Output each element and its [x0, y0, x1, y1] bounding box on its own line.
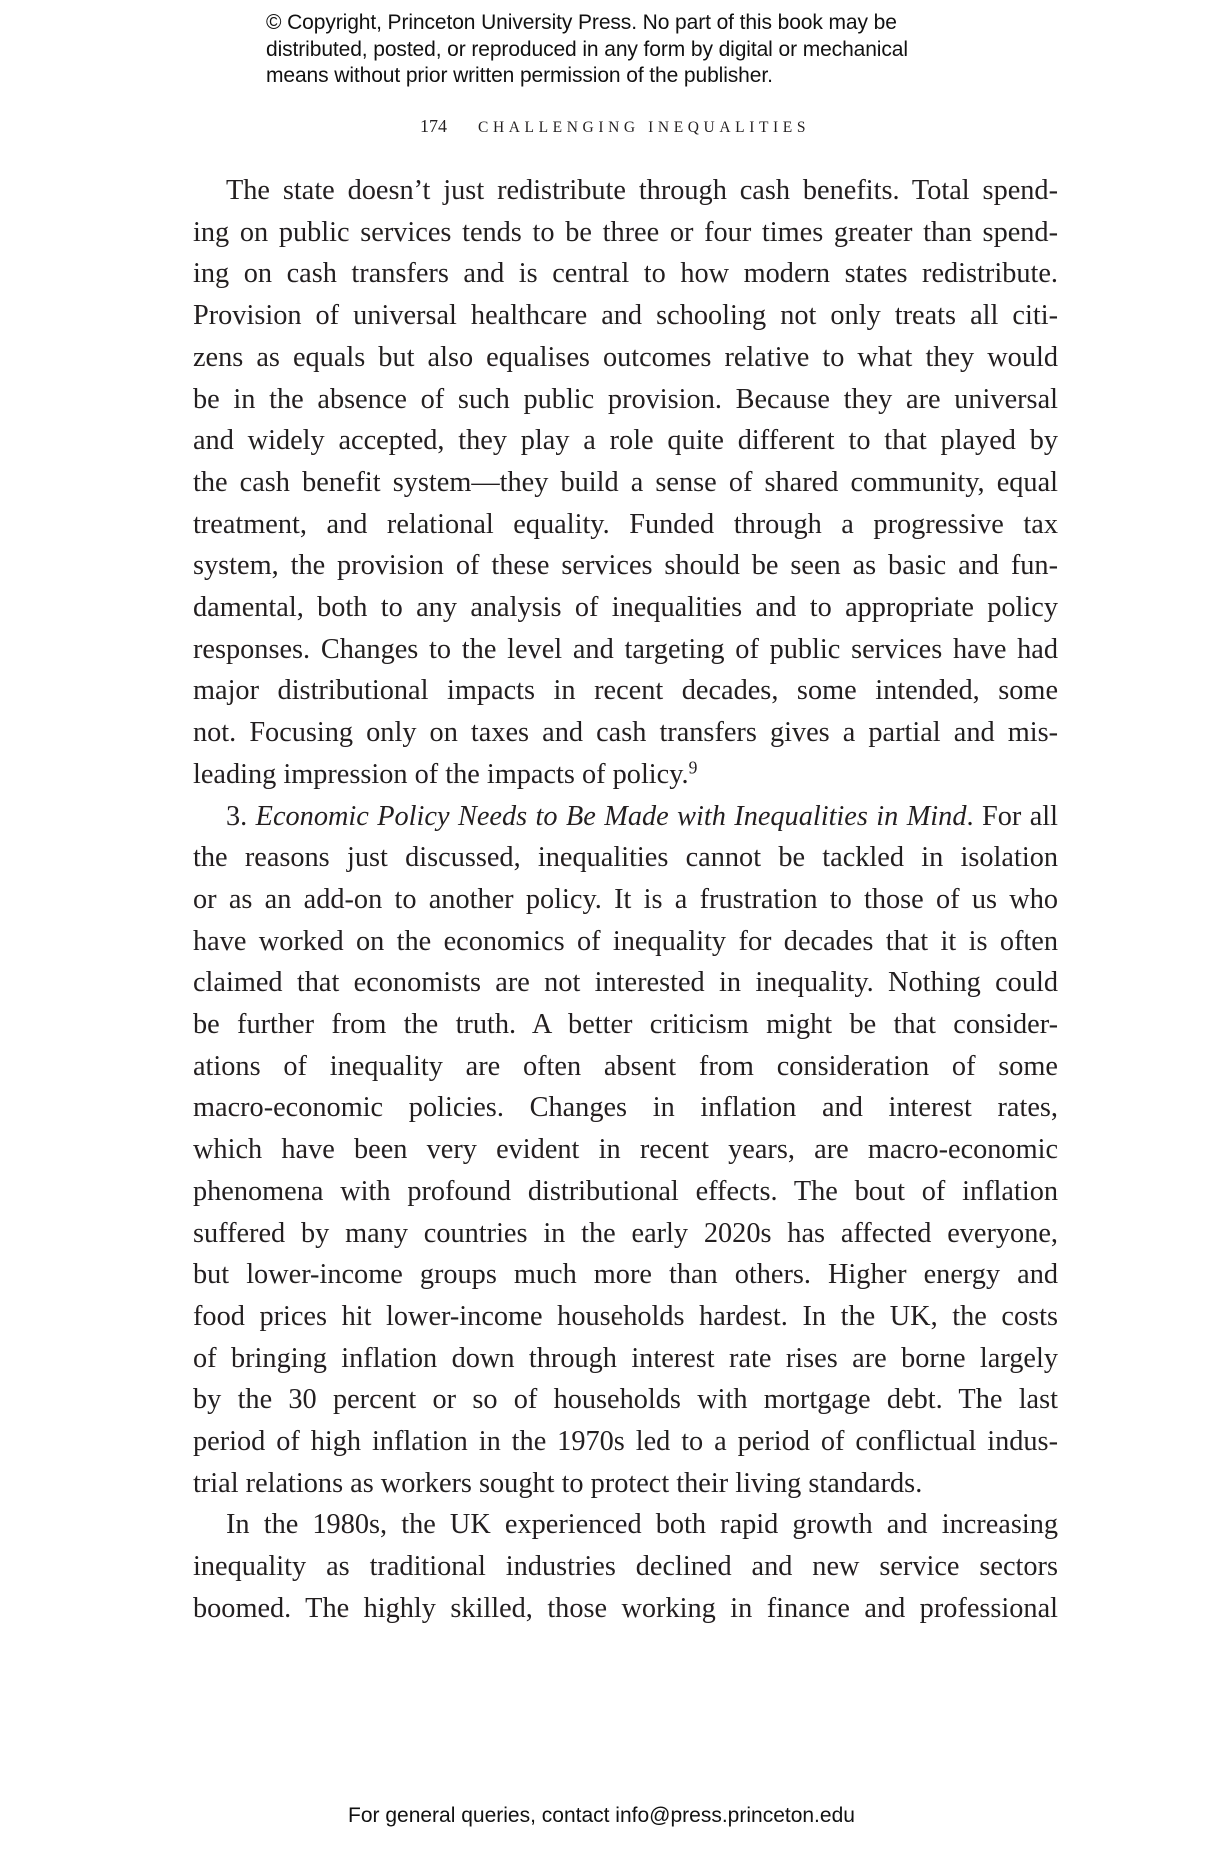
book-title: CHALLENGING INEQUALITIES — [478, 119, 811, 136]
text-line: the cash benefit system—they build a sense of shared community, equal — [193, 466, 1058, 498]
text-line: ations of inequality are often absent from consideration of some — [193, 1050, 1058, 1082]
text-line: by the 30 percent or so of households with mortgage debt. The last — [193, 1384, 1058, 1416]
text-line: trial relations as workers sought to protect their living standards. — [193, 1467, 923, 1499]
text-line: or as an add-on to another policy. It is a frustration to those of us who — [193, 883, 1058, 915]
text-line: damental, both to any analysis of inequalities and to appropriate policy — [193, 592, 1058, 623]
text-line: responses. Changes to the level and targeting of public services have had — [193, 633, 1058, 665]
text-line: ing on cash transfers and is central to how modern states redistribute. — [193, 258, 1058, 290]
text-line: zens as equals but also equalises outcomes relative to what they would — [193, 341, 1058, 373]
text-line: and widely accepted, they play a role quite different to that played by — [193, 425, 1058, 457]
section-heading-line — [226, 796, 1058, 838]
text-line: but lower-income groups much more than others. Higher energy and — [193, 1259, 1058, 1291]
section-heading-trailing: . For all — [966, 800, 1058, 832]
text-line: phenomena with profound distributional effects. The bout of inflation — [193, 1175, 1058, 1207]
text-line: claimed that economists are not interested in inequality. Nothing could — [193, 967, 1058, 999]
copyright-line: distributed, posted, or reproduced in any form by digital or mechanical — [266, 37, 908, 61]
text-line: In the 1980s, the UK experienced both rapid growth and increasing — [226, 1509, 1058, 1541]
text-line: suffered by many countries in the early 2020s has affected everyone, — [193, 1217, 1058, 1249]
text-line — [193, 754, 1058, 796]
text-line: major distributional impacts in recent decades, some intended, some — [193, 675, 1058, 707]
text-line: be in the absence of such public provision. Because they are universal — [193, 383, 1058, 415]
text-line: Provision of universal healthcare and schooling not only treats all citi- — [193, 300, 1058, 332]
text-line: macro-economic policies. Changes in inflation and interest rates, — [193, 1092, 1058, 1124]
footnote-marker[interactable]: 9 — [688, 757, 698, 778]
text-line: be further from the truth. A better criticism might be that consider- — [193, 1009, 1058, 1040]
text-line-content: leading impression of the impacts of policy. — [193, 758, 689, 790]
copyright-line: © Copyright, Princeton University Press. No part of this book may be — [266, 11, 897, 34]
text-line: inequality as traditional industries declined and new service sectors — [193, 1551, 1058, 1583]
page-number: 174 — [420, 116, 447, 136]
section-number: 3. — [226, 800, 248, 832]
text-line: treatment, and relational equality. Funded through a progressive tax — [193, 508, 1058, 540]
text-line: not. Focusing only on taxes and cash transfers gives a partial and mis- — [193, 717, 1058, 749]
text-line: which have been very evident in recent years, are macro-economic — [193, 1134, 1058, 1166]
copyright-notice — [266, 10, 986, 90]
running-header — [420, 112, 810, 140]
text-line: the reasons just discussed, inequalities cannot be tackled in isolation — [193, 842, 1058, 874]
text-line: ing on public services tends to be three or four times greater than spend- — [193, 216, 1058, 248]
copyright-line: means without prior written permission of the publisher. — [266, 64, 773, 87]
text-line: boomed. The highly skilled, those working in finance and professional — [193, 1592, 1058, 1624]
text-line: food prices hit lower-income households hardest. In the UK, the costs — [193, 1300, 1058, 1332]
text-line: have worked on the economics of inequality for decades that it is often — [193, 925, 1058, 957]
section-title: Economic Policy Needs to Be Made with Inequalities in Mind — [255, 800, 967, 832]
footer-contact: For general queries, contact info@press.princeton.edu — [348, 1804, 855, 1827]
text-line: system, the provision of these services should be seen as basic and fun- — [193, 550, 1058, 582]
text-line: of bringing inflation down through interest rate rises are borne largely — [193, 1342, 1058, 1374]
text-line: The state doesn’t just redistribute through cash benefits. Total spend- — [226, 175, 1058, 206]
text-line: period of high inflation in the 1970s led to a period of conflictual indus- — [193, 1426, 1058, 1457]
